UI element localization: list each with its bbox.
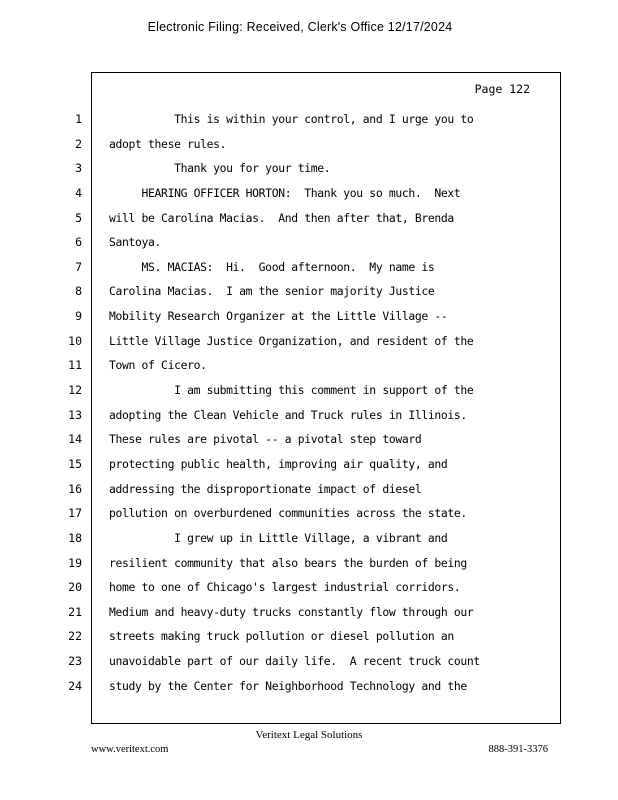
transcript-line: home to one of Chicago's largest industrial corridors. [109, 580, 461, 595]
transcript-line: streets making truck pollution or diesel pollution an [109, 629, 454, 644]
line-number: 2 [75, 136, 82, 151]
footer-phone: 888-391-3376 [488, 744, 548, 755]
footer-company: Veritext Legal Solutions [255, 729, 363, 741]
transcript-line: Little Village Justice Organization, and resident of the [109, 333, 474, 348]
line-number: 1 [75, 112, 82, 126]
line-number: 22 [68, 629, 82, 644]
line-number: 7 [75, 259, 82, 274]
line-number: 23 [68, 654, 82, 669]
footer-website: www.veritext.com [91, 744, 169, 755]
transcript-line: adopting the Clean Vehicle and Truck rules in Illinois. [109, 407, 467, 422]
line-number: 10 [68, 333, 82, 348]
line-number: 6 [75, 235, 82, 250]
transcript-line: adopt these rules. [109, 136, 227, 151]
transcript-line: Town of Cicero. [109, 358, 207, 373]
transcript-line: addressing the disproportionate impact of diesel [109, 481, 422, 496]
line-number: 14 [68, 432, 82, 447]
transcript-line: HEARING OFFICER HORTON: Thank you so much. Next [109, 185, 461, 200]
transcript-line: I am submitting this comment in support of the [109, 383, 474, 398]
transcript-line: study by the Center for Neighborhood Technology and the [109, 678, 467, 693]
line-number: 16 [68, 481, 82, 496]
line-number: 21 [68, 604, 82, 619]
line-number: 13 [68, 407, 82, 422]
line-number: 19 [68, 555, 82, 570]
transcript-line: This is within your control, and I urge you to [109, 112, 474, 126]
transcript-line: MS. MACIAS: Hi. Good afternoon. My name is [109, 259, 435, 274]
line-number: 8 [75, 284, 82, 299]
line-number: 15 [68, 456, 82, 471]
transcript-line: Mobility Research Organizer at the Little Village -- [109, 309, 448, 324]
line-number: 4 [75, 185, 82, 200]
transcript-line: Carolina Macias. I am the senior majority Justice [109, 284, 435, 299]
page-number: Page 122 [474, 82, 530, 96]
transcript-line: will be Carolina Macias. And then after that, Brenda [109, 210, 454, 225]
transcript-line: Thank you for your time. [109, 161, 331, 176]
transcript-line: pollution on overburdened communities across the state. [109, 506, 467, 521]
line-number: 24 [68, 678, 82, 693]
filing-stamp: Electronic Filing: Received, Clerk's Office 12/17/2024 [147, 20, 453, 34]
transcript-line: protecting public health, improving air quality, and [109, 456, 448, 471]
line-number: 11 [68, 358, 82, 373]
transcript-line: These rules are pivotal -- a pivotal step toward [109, 432, 422, 447]
transcript-text [109, 111, 549, 702]
line-number: 12 [68, 383, 82, 398]
line-number: 18 [68, 530, 82, 545]
line-number: 20 [68, 580, 82, 595]
line-number: 5 [75, 210, 82, 225]
transcript-line: resilient community that also bears the burden of being [109, 555, 467, 570]
line-number: 17 [68, 506, 82, 521]
line-number: 9 [75, 309, 82, 324]
transcript-line: Santoya. [109, 235, 162, 250]
transcript-line: unavoidable part of our daily life. A recent truck count [109, 654, 480, 669]
transcript-line: I grew up in Little Village, a vibrant and [109, 530, 448, 545]
transcript-line: Medium and heavy-duty trucks constantly flow through our [109, 604, 474, 619]
line-number: 3 [75, 161, 82, 176]
line-number-column [60, 111, 82, 702]
